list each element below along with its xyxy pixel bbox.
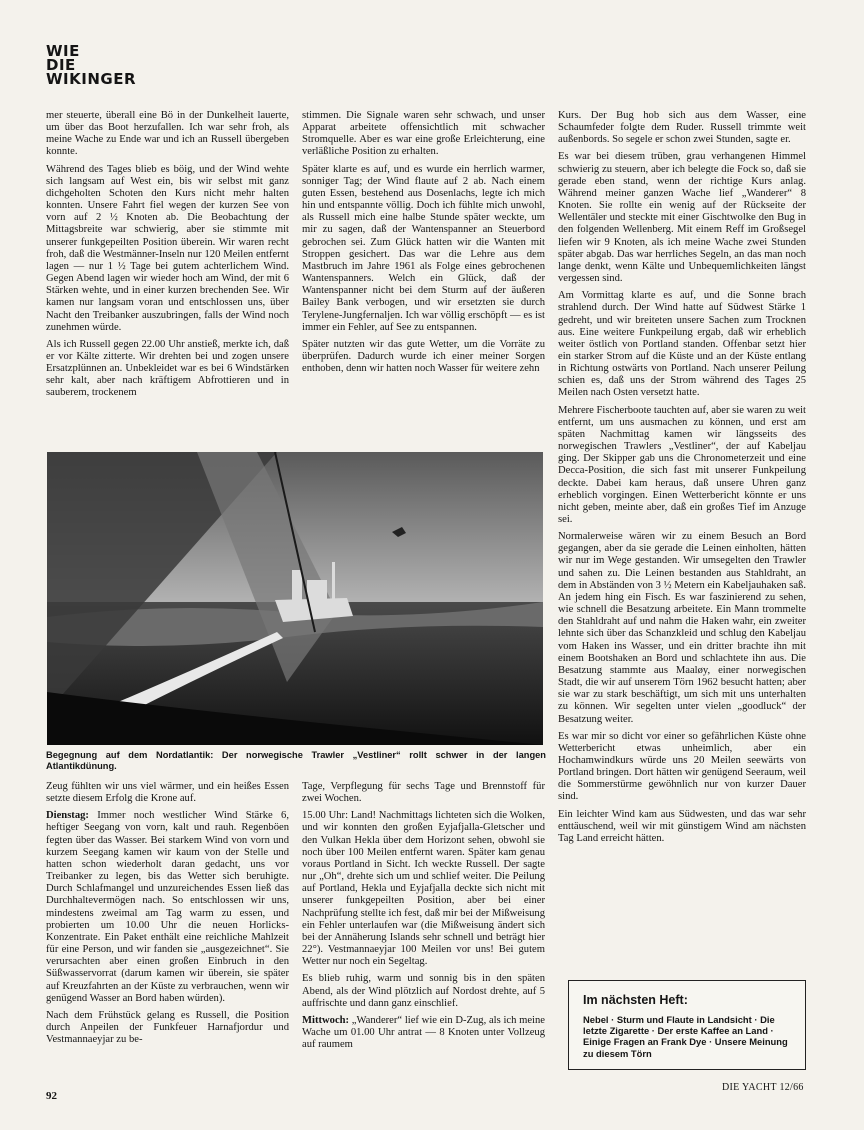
trawler-photo (47, 452, 543, 745)
paragraph (302, 1015, 545, 1051)
paragraph: Normalerweise wären wir zu einem Besuch an Bord gegangen, aber da sie gerade die Leinen einholten, hätten wir nur im Wege gestanden. Wir umsegelten den Trawler und sahen zu. Die Leinen bestanden aus Stahldraht, an dem in Abständen von 3 ½ Metern ein Kabeljauhaken saß. An jedem hing ein Fisch. Es war faszinierend zu sehen, wie schnell die Besatzung arbeitete. Ein Mann trommelte den Stahldraht auf und nahm die Haken wahr, ein zweiter lehnte sich über das Schanzkleid und schlug den Kabeljau vom Haken ins Wasser, und ein dritter brachte ihn mit einem Bootshaken an Bord und schlachtete ihn aus. Die Besatzung stammte aus Maaløy, einer norwegischen Stadt, die wir auf unserem Törn 1962 besucht hatten; aber sie war zu stark beschäftigt, um sich mit uns unterhalten zu können. Wir segelten unter vielen „goodluck“ der Besatzung weiter. (558, 531, 807, 725)
paragraph: Es war mir so dicht vor einer so gefährlichen Küste ohne Wetterbericht etwas unheimlich, aber ein Hochamwindkurs würde uns 20 Meilen seewärts von Portland bringen. Dort hätten wir genügend Seeraum, weil die Sommerstürme gewöhnlich nur von kurzer Dauer sind. (558, 730, 807, 803)
paragraph: Kurs. Der Bug hob sich aus dem Wasser, eine Schaumfeder folgte dem Ruder. Russell trimmte weit außenbords. So segele er schon zwei Stunden, sagte er. (558, 110, 806, 146)
paragraph-text: „Wanderer“ lief wie ein D-Zug, als ich meine Wache um 01.00 Uhr antrat — 8 Knoten unter Vollzeug auf raumem (302, 1014, 545, 1051)
column-2-top (302, 110, 545, 380)
paragraph: Später klarte es auf, und es wurde ein herrlich warmer, sonniger Tag; der Wind flaute auf 2 ab. Nach einem guten Essen, bestehend aus Dosenlachs, legte ich mich hin und entspannte völlig. Doch ich fühlte mich unwohl, als Russell mich eine halbe Stunde später weckte, um mir zu sagen, daß der Wantenspanner an Steuerbord gebrochen sei. Zum Glück hatten wir die Wanten mit Stroppen gesichert. Das war die Lehre aus dem Mastbruch im Jahre 1961 als Folge eines gebrochenen Wantenspanners. Welch ein Glück, daß der Wantenspanner nicht bei dem Sturm auf der äußeren Bailey Bank verbogen, und wir ersetzten sie durch Terylene-Jungfernaljen. Ich war völlig erschöpft — es ist immer ein Fehler, auf See zu entspannen. (302, 163, 545, 333)
column-3 (558, 110, 806, 850)
paragraph: mer steuerte, überall eine Bö in der Dunkelheit lauerte, um über das Boot herzufallen. Ich war sehr froh, als meine Wache zu Ende war und ich an Russell übergeben konnte. (46, 110, 289, 158)
paragraph (46, 810, 289, 1005)
paragraph: Nach dem Frühstück gelang es Russell, die Position durch Anpeilen der Funkfeuer Harnafjordur und Vestmannaeyjar zu be- (46, 1009, 289, 1046)
photo-caption: Begegnung auf dem Nordatlantik: Der norwegische Trawler „Vestliner“ rollt schwer in der langen Atlantikdünung. (46, 750, 546, 771)
photo-illustration (47, 452, 543, 745)
next-issue-box (568, 980, 806, 1070)
next-issue-body: Nebel · Sturm und Flaute in Landsicht · Die letzte Zigarette · Der erste Kaffee an Land · Einige Fragen an Frank Dye · Unsere Meinung zu diesem Törn (583, 1014, 788, 1059)
paragraph: Zeug fühlten wir uns viel wärmer, und ein heißes Essen setzte diesem Erfolg die Krone auf. (46, 781, 289, 805)
column-1-bottom (46, 781, 289, 1051)
paragraph: Mehrere Fischerboote tauchten auf, aber sie waren zu weit entfernt, um uns ausmachen zu können, und erst am späten Nachmittag kamen wir längsseits des norwegischen Trawlers „Vestliner“, der auf Kabeljau ging. Der Skipper gab uns die Chronometerzeit und eine Decca-Position, die sich fast mit unserer Funkpeilung deckte. Dabei kam heraus, daß unsere Uhren ganz erheblich vorgingen. Einen Wetterbericht könnte er uns nicht geben, meinte aber, daß ein großes Tief im Anzuge sei. (558, 404, 806, 525)
paragraph: Tage, Verpflegung für sechs Tage und Brennstoff für zwei Wochen. (302, 781, 545, 805)
paragraph: stimmen. Die Signale waren sehr schwach, und unser Apparat arbeitete offensichtlich mit schwacher Stromquelle. Aber es war eine große Erleichterung, eine verläßliche Position zu erhalten. (302, 110, 545, 158)
day-label: Dienstag: (46, 810, 89, 822)
header-line-2: DIE (46, 56, 76, 74)
paragraph: Es war bei diesem trüben, grau verhangenen Himmel schwierig zu steuern, aber ich belegte die Fock so, daß sie gerade eben stand, wenn der richtige Kurs anlag. Während meiner ganzen Wache lief „Wanderer“ 8 Knoten. Sie rollte ein wenig auf der Rückseite der Wellentäler und steckte mit einer Gischtwolke den Bug in den folgenden Wellenberg. Mit einem Reff im Großsegel liefen wir 9 Knoten, als ich meine Wache zwei Stunden später abgab. Das war herrliches Segeln, an das man noch lange denkt, wenn Kälte und Unbequemlichkeiten längst vergessen sind. (558, 151, 806, 285)
paragraph: Es blieb ruhig, warm und sonnig bis in den späten Abend, als der Wind plötzlich auf Nordost drehte, auf 5 auffrischte und dann ganz einschlief. (302, 973, 545, 1009)
magazine-footer: DIE YACHT 12/66 (722, 1082, 804, 1093)
header-line-1: WIE (46, 42, 80, 60)
paragraph: 15.00 Uhr: Land! Nachmittags lichteten sich die Wolken, und wir konnten den großen Eyjafjalla-Gletscher und den Vulkan Hekla über dem Horizont sehen, obwohl sie noch über 100 Meilen entfernt waren. Später kam genau voraus Portland in Sicht. Ich weckte Russell. Der sagte nur „Oh“, drehte sich um und schlief weiter. Die Peilung auf Portland, Hekla und Eyjafjalla deckte sich nicht mit unserer funkgepeilten Position, aber bei einer Nachprüfung stellte ich fest, daß mir bei der Mißweisung ein Fehler unterlaufen war (die Mißweisung ändert sich bei der Annäherung Islands sehr schnell und beträgt hier 22°). Vestmannaeyjar 100 Meilen vor uns! Bei gutem Wetter nur noch ein Segeltag. (302, 810, 545, 968)
paragraph: Als ich Russell gegen 22.00 Uhr anstieß, merkte ich, daß er vor Kälte zitterte. Wir drehten bei und zogen unsere Ersatzplünnen an. Unbekleidet war es bei 6 Windstärken sehr kalt, aber nach kräftigem Abfrottieren und in sauberem, trockenem (46, 338, 289, 399)
column-1-top (46, 110, 289, 405)
section-header (46, 44, 146, 86)
paragraph: Ein leichter Wind kam aus Südwesten, und das war sehr enttäuschend, weil wir mit günstigem Wind am nächsten Tag Land erreicht hätten. (558, 808, 806, 844)
next-issue-title: Im nächsten Heft: (583, 993, 688, 1007)
paragraph: Während des Tages blieb es böig, und der Wind wehte sich langsam auf West ein, bis wir selbst mit ganz dichgeholten Schoten den Kurs nicht mehr halten konnten. Unsere Fahrt fiel wegen der kurzen See von vorn auf 2 ½ Knoten ab. Die Beobachtung der Mittagsbreite war schwierig, aber sie stimmte mit unserer funkgepeilten Position überein. Wir waren recht froh, daß die Westmänner-Inseln nur 120 Meilen entfernt lagen — nur 1 ½ Tage bei gutem achterlichem Wind. Gegen Abend lagen wir wieder hoch am Wind, der mit 6 Stärken wehte, und in einer kurzen brechenden See. Wir kamen nur langsam voran und entschlossen uns, über Nacht den Treibanker auszubringen, falls der Wind noch zunehmen würde. (46, 163, 289, 333)
header-line-3: WIKINGER (46, 70, 136, 88)
column-2-bottom (302, 781, 545, 1056)
page-number: 92 (46, 1090, 57, 1102)
paragraph: Später nutzten wir das gute Wetter, um die Vorräte zu überprüfen. Dadurch wurde ich einer meiner Sorgen enthoben, denn wir hatten noch Wasser für weitere zehn (302, 338, 545, 375)
paragraph: Am Vormittag klarte es auf, und die Sonne brach strahlend durch. Der Wind hatte auf Südwest Stärke 1 gedreht, und wir breiteten unsere Sachen zum Trocknen aus. Eine weitere Funkpeilung ergab, daß wir erheblich weiter östlich von Portland standen. Offenbar setzt hier ein starker Strom auf die Küste und an der Küste entlang in Richtung ostwärts von Portland. Nach unserer Peilung schien es, daß uns der Strom während des Tages 25 Meilen nach Osten versetzt hatte. (558, 290, 806, 399)
paragraph-text: Immer noch westlicher Wind Stärke 6, heftiger Seegang von vorn, kalt und rauh. Regenböen fegten über das Wasser. Bei starkem Wind von vorn und kurzem Seegang kamen wir kaum von der Stelle und hatten schon wiederholt daran gedacht, uns vor Treibanker zu legen, bis das Wetter sich beruhigte. Durch Schlafmangel und unzureichendes Essen ließ das Durchhaltevermögen nach. So entschlossen wir uns, mindestens zweimal am Tag warm zu essen, und probierten um 10.00 Uhr die neuen Horlicks-Konzentrate. Ein Paket enthält eine reichliche Mahlzeit für eine Person, und wir fanden sie „ausgezeichnet“. Sie verursachten aber einen großen Einbruch in den Süßwasservorrat (darum kamen wir überein, sie später auf Kreuzfahrten an der Küste zu verbrauchen, wenn wir genügend Wasser an Bord haben würden). (46, 810, 289, 1004)
day-label: Mittwoch: (302, 1014, 350, 1026)
